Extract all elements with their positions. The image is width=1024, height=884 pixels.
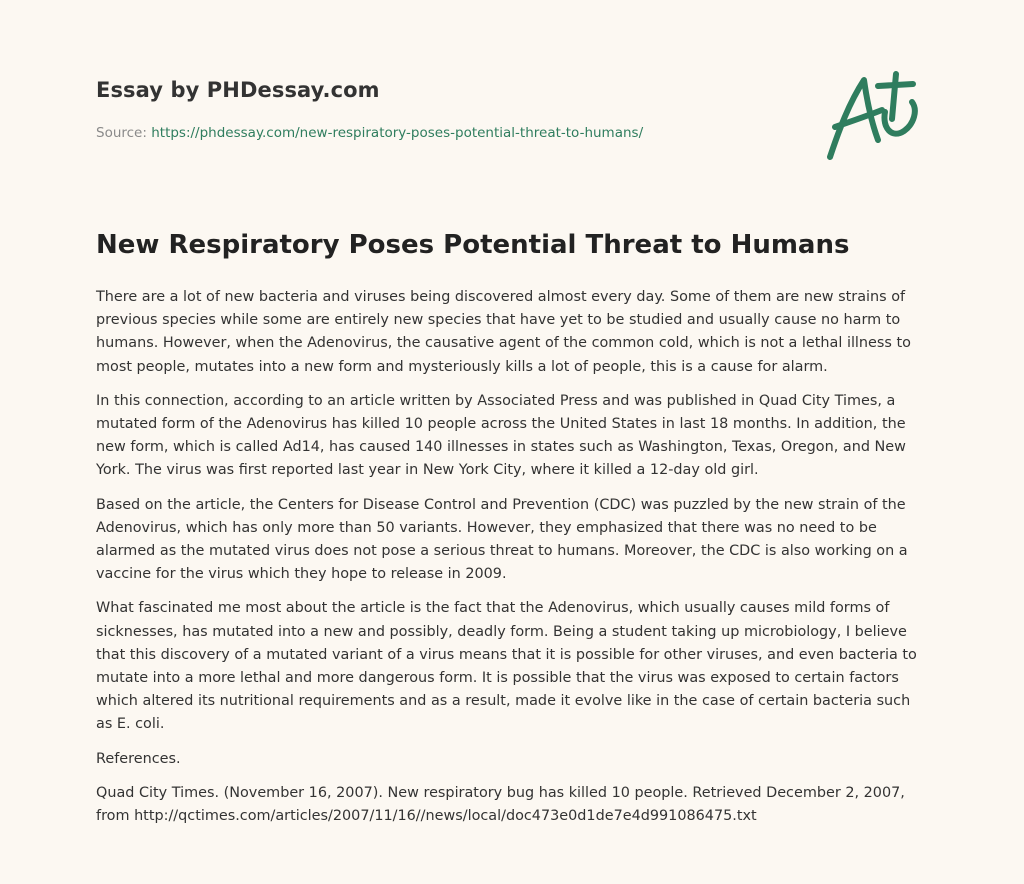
- source-label: Source:: [96, 125, 152, 141]
- paragraph: Based on the article, the Centers for Disease Control and Prevention (CDC) was puzzled by the new strain of the Adenovirus, which has only more than 50 variants. However, they emphasized that there was no need to be alarmed as the mutated virus does not pose a serious threat to humans. Moreover, the CDC is also working on a vaccine for the virus which they hope to release in 2009.: [96, 496, 908, 583]
- source-line: [96, 123, 796, 143]
- article-title: New Respiratory Poses Potential Threat to Humans: [96, 230, 850, 260]
- essay-header: [96, 76, 796, 143]
- references-heading: References.: [96, 750, 181, 767]
- article-body: [96, 286, 928, 839]
- reference-entry: Quad City Times. (November 16, 2007). New respiratory bug has killed 10 people. Retrieved December 2, 2007, from http://qctimes.com/articles/2007/11/16//news/local/doc473e0d1de7e4d991086475.txt: [96, 784, 905, 825]
- source-link[interactable]: https://phdessay.com/new-respiratory-poses-potential-threat-to-humans/: [151, 125, 644, 141]
- site-brand: Essay by PHDessay.com: [96, 78, 380, 102]
- a-plus-grade-icon: [822, 66, 932, 166]
- paragraph: In this connection, according to an article written by Associated Press and was published in Quad City Times, a mutated form of the Adenovirus has killed 10 people across the United States in last 18 months. In addition, the new form, which is called Ad14, has caused 140 illnesses in states such as Washington, Texas, Oregon, and New York. The virus was first reported last year in New York City, where it killed a 12-day old girl.: [96, 392, 906, 479]
- paragraph: There are a lot of new bacteria and viruses being discovered almost every day. Some of them are new strains of previous species while some are entirely new species that have yet to be studied and usually cause no harm to humans. However, when the Adenovirus, the causative agent of the common cold, which is not a lethal illness to most people, mutates into a new form and mysteriously kills a lot of people, this is a cause for alarm.: [96, 289, 911, 375]
- paragraph: What fascinated me most about the article is the fact that the Adenovirus, which usually causes mild forms of sicknesses, has mutated into a new and possibly, deadly form. Being a student taking up microbiology, I believe that this discovery of a mutated variant of a virus means that it is possible for other viruses, and even bacteria to mutate into a more lethal and more dangerous form. It is possible that the virus was exposed to certain factors which altered its nutritional requirements and as a result, made it evolve like in the case of certain bacteria such as E. coli.: [96, 600, 917, 733]
